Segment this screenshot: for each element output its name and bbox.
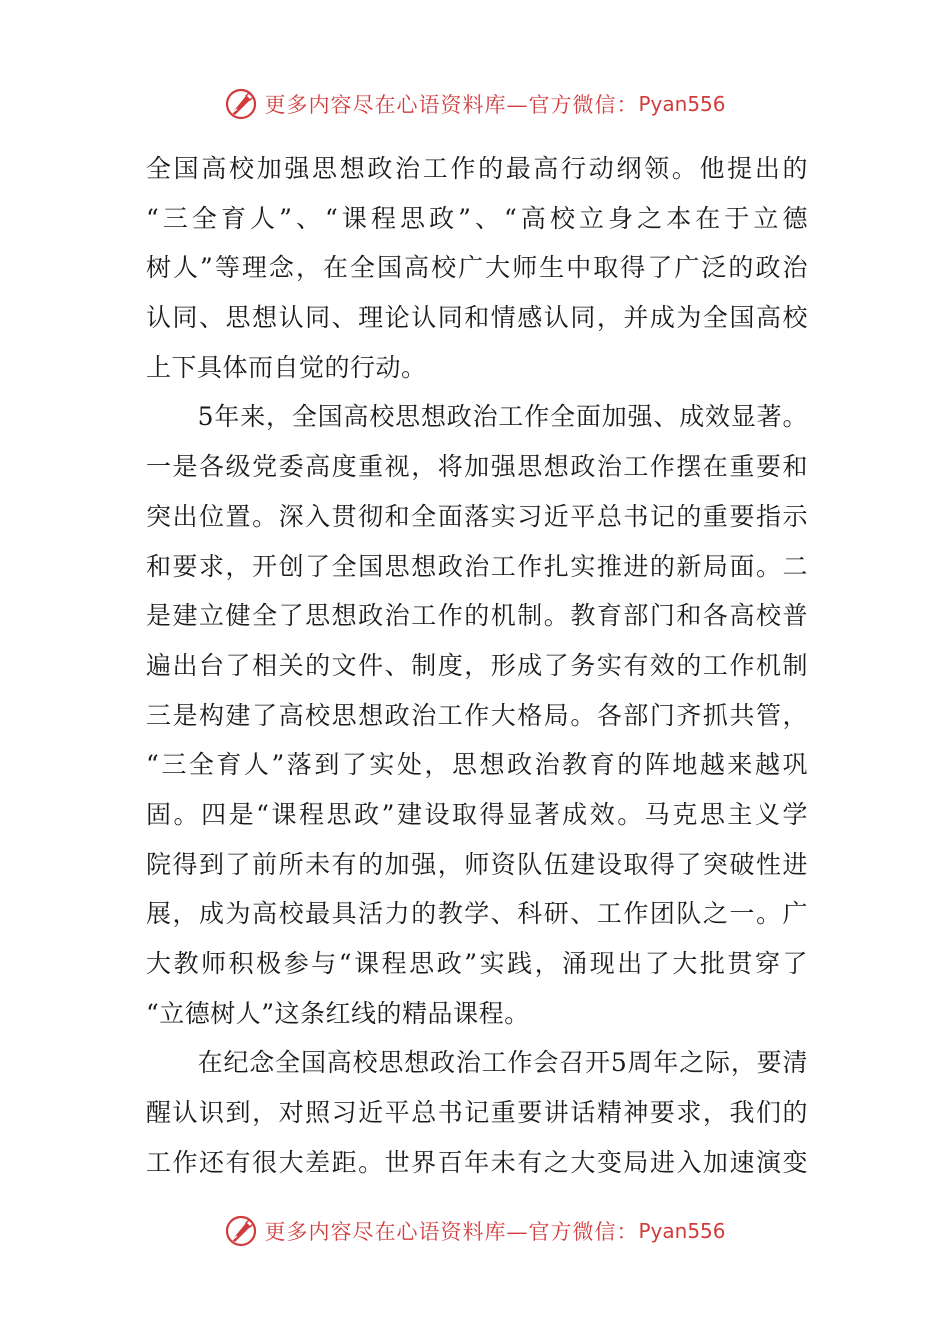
pen-nib-logo-icon: [224, 87, 258, 121]
body-text-line: 在纪念全国高校思想政治工作会召开5周年之际，要清: [146, 1048, 808, 1078]
footer-watermark: [0, 1209, 950, 1253]
body-text-line: “立德树人”这条红线的精品课程。: [146, 998, 530, 1028]
body-text-line: “三全育人”、“课程思政”、“高校立身之本在于立德: [146, 203, 808, 233]
body-text-line: 展，成为高校最具活力的教学、科研、工作团队之一。广: [146, 899, 808, 929]
body-text-line: 三是构建了高校思想政治工作大格局。各部门齐抓共管，: [146, 700, 808, 730]
body-text-line: 全国高校加强思想政治工作的最高行动纲领。他提出的: [146, 154, 808, 183]
body-text-line: 固。四是“课程思政”建设取得显著成效。马克思主义学: [146, 799, 808, 829]
body-text-line: 一是各级党委高度重视，将加强思想政治工作摆在重要和: [146, 452, 808, 482]
body-text-line: 树人”等理念，在全国高校广大师生中取得了广泛的政治: [146, 253, 808, 283]
body-text-line: 院得到了前所未有的加强，师资队伍建设取得了突破性进: [146, 849, 808, 879]
body-text-line: “三全育人”落到了实处，思想政治教育的阵地越来越巩: [146, 750, 808, 780]
body-text-line: 大教师积极参与“课程思政”实践，涌现出了大批贯穿了: [146, 949, 808, 978]
document-body: [146, 144, 808, 1187]
body-text-line: 认同、思想认同、理论认同和情感认同，并成为全国高校: [146, 303, 808, 333]
header-watermark: [0, 82, 950, 126]
body-text-line: 遍出台了相关的文件、制度，形成了务实有效的工作机制: [146, 650, 808, 680]
body-text-line: 工作还有很大差距。世界百年未有之大变局进入加速演变: [146, 1147, 808, 1177]
body-text-line: 醒认识到，对照习近平总书记重要讲话精神要求，我们的: [146, 1098, 808, 1128]
body-text-line: 是建立健全了思想政治工作的机制。教育部门和各高校普: [146, 601, 808, 631]
watermark-wechat-id: Pyan556: [638, 92, 726, 116]
watermark-wechat-id: Pyan556: [638, 1219, 726, 1243]
body-text-line: 和要求，开创了全国思想政治工作扎实推进的新局面。二: [146, 551, 808, 581]
pen-nib-logo-icon: [224, 1214, 258, 1248]
body-text-line: 5年来，全国高校思想政治工作全面加强、成效显著。: [146, 402, 808, 432]
watermark-text: 更多内容尽在心语资料库—官方微信：: [264, 93, 639, 117]
body-text-line: 上下具体而自觉的行动。: [146, 352, 427, 382]
watermark-text: 更多内容尽在心语资料库—官方微信：: [264, 1220, 639, 1244]
body-text-line: 突出位置。深入贯彻和全面落实习近平总书记的重要指示: [146, 501, 808, 531]
